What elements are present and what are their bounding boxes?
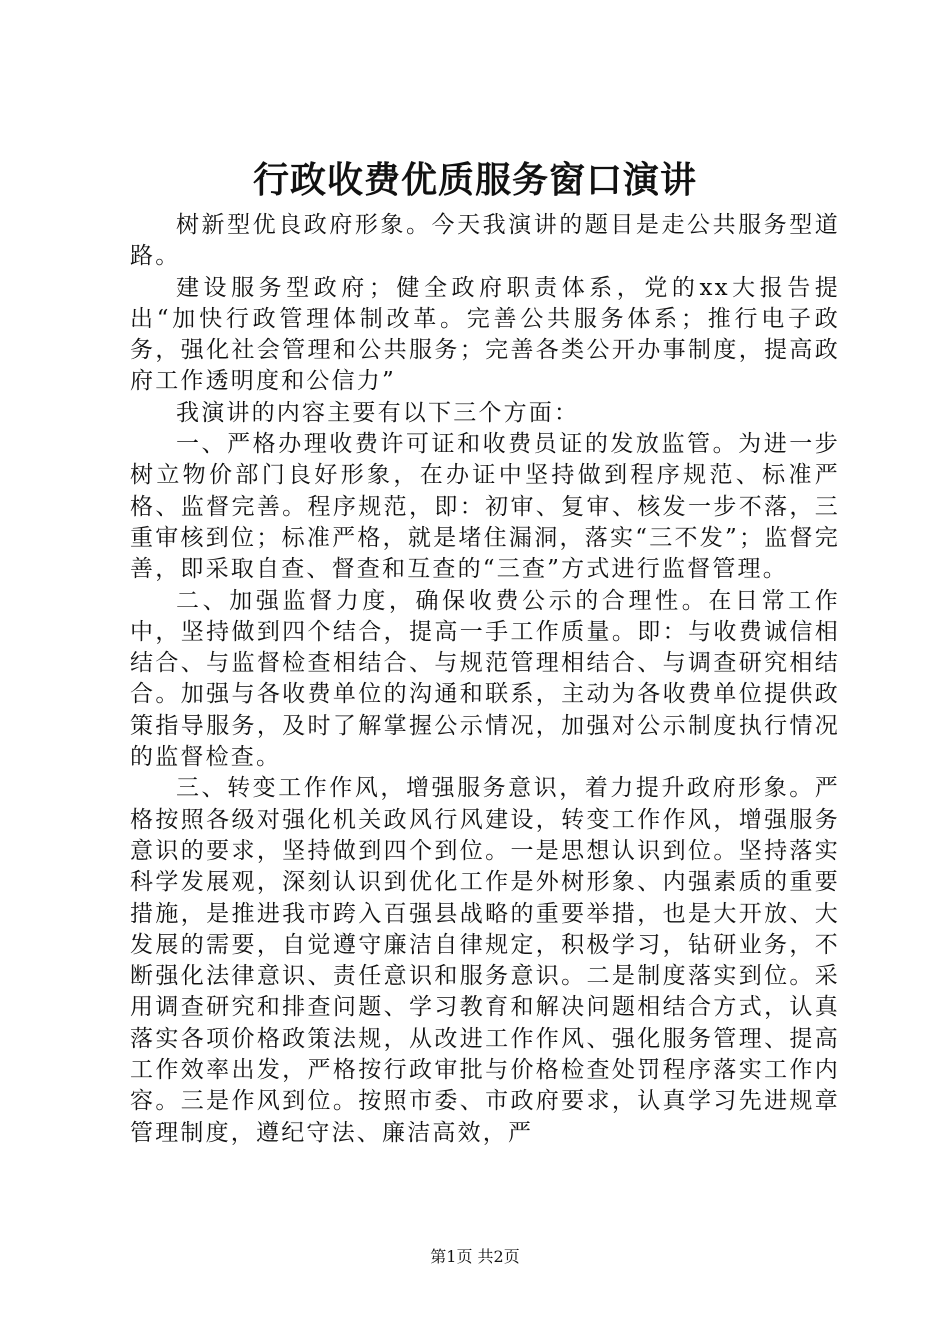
paragraph-point-one: 一、严格办理收费许可证和收费员证的发放监管。为进一步树立物价部门良好形象，在办证中坚持做到程序规范、标准严格、监督完善。程序规范，即：初审、复审、核发一步不落，三重审核到位；标准严格，就是堵住漏洞，落实“三不发”；监督完善，即采取自查、督查和互查的“三查”方式进行监督管理。 [130,431,840,583]
page-number-footer: 第1页 共2页 [430,1247,520,1266]
document-body [130,210,840,1149]
paragraph-intro: 树新型优良政府形象。今天我演讲的题目是走公共服务型道路。 [130,212,840,270]
paragraph-outline: 我演讲的内容主要有以下三个方面： [176,399,580,426]
paragraph-service-government: 建设服务型政府；健全政府职责体系，党的xx大报告提出“加快行政管理体制改革。完善公共服务体系；推行电子政务，强化社会管理和公共服务；完善各类公开办事制度，提高政府工作透明度和公信力” [130,274,840,395]
paragraph-point-three: 三、转变工作作风，增强服务意识，着力提升政府形象。严格按照各级对强化机关政风行风建设，转变工作作风，增强服务意识的要求，坚持做到四个到位。一是思想认识到位。坚持落实科学发展观，深刻认识到优化工作是外树形象、内强素质的重要措施，是推进我市跨入百强县战略的重要举措，也是大开放、大发展的需要，自觉遵守廉洁自律规定，积极学习，钻研业务，不断强化法律意识、责任意识和服务意识。二是制度落实到位。采用调查研究和排查问题、学习教育和解决问题相结合方式，认真落实各项价格政策法规，从改进工作作风、强化服务管理、提高工作效率出发，严格按行政审批与价格检查处罚程序落实工作内容。三是作风到位。按照市委、市政府要求，认真学习先进规章管理制度，遵纪守法、廉洁高效，严 [130,775,840,1146]
paragraph-point-two: 二、加强监督力度，确保收费公示的合理性。在日常工作中，坚持做到四个结合，提高一手工作质量。即：与收费诚信相结合、与监督检查相结合、与规范管理相结合、与调查研究相结合。加强与各收费单位的沟通和联系，主动为各收费单位提供政策指导服务，及时了解掌握公示情况，加强对公示制度执行情况的监督检查。 [130,587,840,771]
document-title: 行政收费优质服务窗口演讲 [252,159,697,201]
